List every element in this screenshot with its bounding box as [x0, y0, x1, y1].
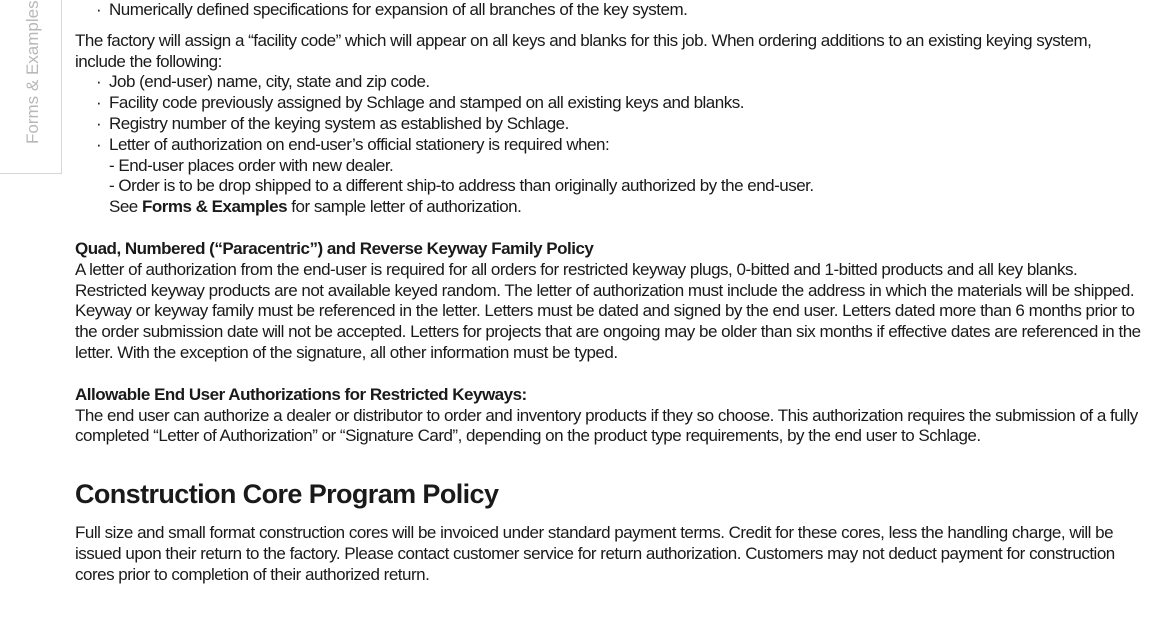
allowable-body: The end user can authorize a dealer or distributor to order and inventory products if they so choose. This authorization requires the submission of a fully completed “Letter of Authorization” or “Signature Card”, depending on the product type requirements, by the end user to Schlage. [75, 405, 1138, 446]
construction-body: Full size and small format construction cores will be invoiced under standard payment terms. Credit for these cores, less the handling charge, will be issued upon their return to the factory. Please contact customer service for return authorization. Customers may not deduct payment for construction cores prior to completion of their authorized return. [75, 523, 1115, 584]
bullet-icon: · [96, 72, 102, 92]
sub-item: - Order is to be drop shipped to a different ship-to address than originally authorized by the end-user. [109, 176, 814, 196]
bullet-icon: · [96, 0, 102, 19]
sidebar-tab-label: Forms & Examples [23, 0, 42, 144]
construction-core-section [75, 477, 1145, 585]
spec-bullet-list [75, 0, 1145, 21]
sub-item: - End-user places order with new dealer. [109, 155, 394, 175]
bullet-icon: · [96, 134, 102, 154]
construction-heading: Construction Core Program Policy [75, 479, 499, 510]
bullet-icon: · [96, 93, 102, 113]
forms-examples-link[interactable]: Forms & Examples [141, 197, 288, 217]
facility-paragraph: The factory will assign a “facility code” which will appear on all keys and blanks for this job. When ordering additions to an existing keying system, include the following: [75, 30, 1092, 71]
see-reference: See Forms & Examples for sample letter of authorization. [109, 197, 522, 217]
allowable-heading: Allowable End User Authorizations for Restricted Keyways: [75, 384, 527, 404]
list-item: · Letter of authorization on end-user’s official stationery is required when: - End-user places order with new dealer. - Order is to be drop shipped to a different ship-to address than originally authorized by the end-user. See Forms & Examples for sample letter of authorization. [109, 135, 1145, 218]
document-body [75, 0, 1145, 586]
facility-requirements-list [75, 72, 1145, 218]
quad-policy-section [75, 239, 1145, 364]
allowable-authorizations-section [75, 385, 1145, 447]
bullet-icon: · [96, 113, 102, 133]
list-item: · Facility code previously assigned by Schlage and stamped on all existing keys and blanks. [96, 93, 744, 113]
quad-policy-body: A letter of authorization from the end-user is required for all orders for restricted keyway plugs, 0-bitted and 1-bitted products and all key blanks. Restricted keyway products are not available keyed random. The letter of authorization must include the address in which the materials will be shipped. Keyway or keyway family must be referenced in the letter. Letters must be dated and signed by the end user. Letters dated more than 6 months prior to the order submission date will not be accepted. Letters for projects that are ongoing may be older than six months if effective dates are referenced in the letter. With the exception of the signature, all other information must be typed. [75, 259, 1141, 362]
list-item: · Registry number of the keying system as established by Schlage. [96, 113, 569, 133]
sidebar-tab[interactable] [0, 0, 62, 174]
list-item: · Job (end-user) name, city, state and zip code. [96, 72, 430, 92]
list-item: · Numerically defined specifications for expansion of all branches of the key system. [96, 0, 688, 19]
quad-policy-heading: Quad, Numbered (“Paracentric”) and Reverse Keyway Family Policy [75, 238, 594, 258]
